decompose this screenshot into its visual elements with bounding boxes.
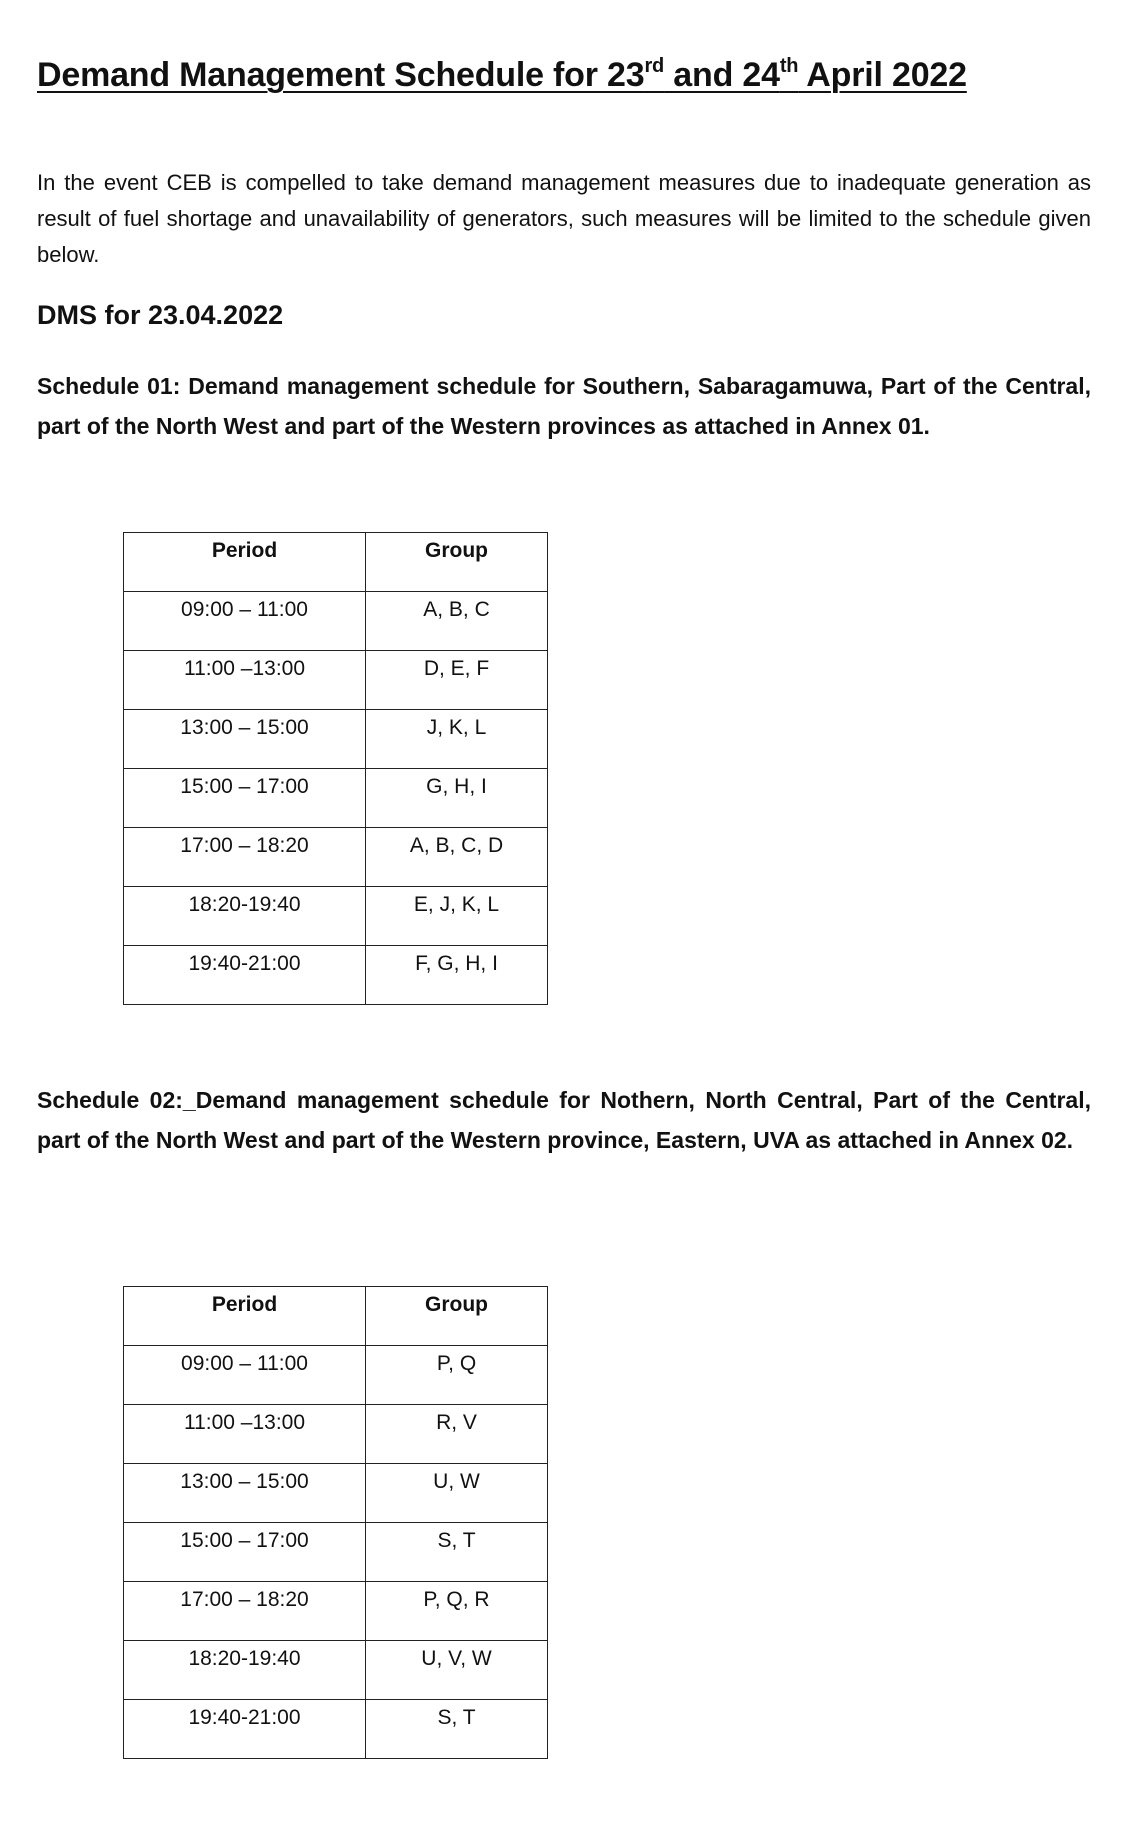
schedule-01-description: Schedule 01: Demand management schedule for Southern, Sabaragamuwa, Part of the Central, part of the North West and part of the Western provinces as attached in Annex 01. xyxy=(37,373,1091,439)
period-cell: 15:00 – 17:00 xyxy=(124,769,366,828)
table-row xyxy=(124,1464,548,1523)
table-row xyxy=(124,828,548,887)
group-cell: J, K, L xyxy=(366,710,548,769)
group-cell: R, V xyxy=(366,1405,548,1464)
group-cell: U, V, W xyxy=(366,1641,548,1700)
intro-paragraph: In the event CEB is compelled to take demand management measures due to inadequate generation as result of fuel shortage and unavailability of generators, such measures will be limited to the schedule given below. xyxy=(37,170,1091,267)
dms-date-heading: DMS for 23.04.2022 xyxy=(37,300,284,330)
table-row xyxy=(124,1405,548,1464)
table-row xyxy=(124,769,548,828)
group-cell: E, J, K, L xyxy=(366,887,548,946)
period-cell: 09:00 – 11:00 xyxy=(124,592,366,651)
group-cell: A, B, C xyxy=(366,592,548,651)
period-header: Period xyxy=(124,533,366,592)
period-cell: 18:20-19:40 xyxy=(124,887,366,946)
period-cell: 13:00 – 15:00 xyxy=(124,1464,366,1523)
period-cell: 11:00 –13:00 xyxy=(124,651,366,710)
table-row xyxy=(124,592,548,651)
page-title xyxy=(37,56,967,95)
group-cell: P, Q, R xyxy=(366,1582,548,1641)
group-header: Group xyxy=(366,1287,548,1346)
group-header: Group xyxy=(366,533,548,592)
group-cell: S, T xyxy=(366,1700,548,1759)
title-text-3: April 2022 xyxy=(798,56,967,94)
group-cell: P, Q xyxy=(366,1346,548,1405)
title-text-2: and 24 xyxy=(664,56,780,94)
schedule-02-table xyxy=(123,1286,548,1759)
period-cell: 19:40-21:00 xyxy=(124,946,366,1005)
group-cell: U, W xyxy=(366,1464,548,1523)
table-row xyxy=(124,710,548,769)
group-cell: S, T xyxy=(366,1523,548,1582)
table-header-row xyxy=(124,533,548,592)
table-row xyxy=(124,1523,548,1582)
period-header: Period xyxy=(124,1287,366,1346)
group-cell: G, H, I xyxy=(366,769,548,828)
title-text-1: Demand Management Schedule for 23 xyxy=(37,56,645,94)
period-cell: 18:20-19:40 xyxy=(124,1641,366,1700)
schedule-01-table xyxy=(123,532,548,1005)
table-header-row xyxy=(124,1287,548,1346)
period-cell: 17:00 – 18:20 xyxy=(124,1582,366,1641)
period-cell: 13:00 – 15:00 xyxy=(124,710,366,769)
period-cell: 09:00 – 11:00 xyxy=(124,1346,366,1405)
table-row xyxy=(124,946,548,1005)
title-superscript-2: th xyxy=(779,55,799,77)
table-row xyxy=(124,1582,548,1641)
schedule-02-description: Schedule 02:_Demand management schedule for Nothern, North Central, Part of the Central, part of the North West and part of the Western province, Eastern, UVA as attached in Annex 02. xyxy=(37,1087,1091,1153)
period-cell: 17:00 – 18:20 xyxy=(124,828,366,887)
group-cell: D, E, F xyxy=(366,651,548,710)
table-row xyxy=(124,1346,548,1405)
table-row xyxy=(124,1700,548,1759)
table-row xyxy=(124,651,548,710)
period-cell: 15:00 – 17:00 xyxy=(124,1523,366,1582)
table-row xyxy=(124,1641,548,1700)
table-row xyxy=(124,887,548,946)
period-cell: 19:40-21:00 xyxy=(124,1700,366,1759)
title-superscript-1: rd xyxy=(644,55,665,77)
group-cell: F, G, H, I xyxy=(366,946,548,1005)
group-cell: A, B, C, D xyxy=(366,828,548,887)
period-cell: 11:00 –13:00 xyxy=(124,1405,366,1464)
